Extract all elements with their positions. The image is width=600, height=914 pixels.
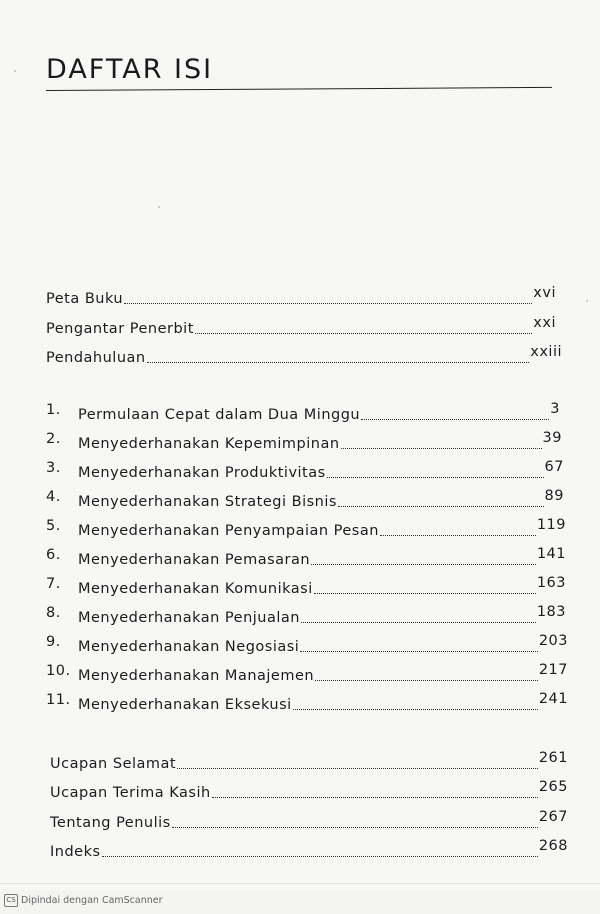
dot-leader xyxy=(212,797,538,798)
toc-page-number: 183 xyxy=(536,604,566,620)
toc-page-number: 3 xyxy=(550,401,560,417)
toc-label: Menyederhanakan Kepemimpinan xyxy=(78,436,340,452)
toc-label: Permulaan Cepat dalam Dua Minggu xyxy=(78,407,361,423)
toc-label: Pendahuluan xyxy=(46,350,146,366)
toc-row-front-1 xyxy=(0,284,600,308)
toc-page-number: 261 xyxy=(538,750,568,766)
toc-page-number: 217 xyxy=(538,662,568,678)
toc-row-back-4 xyxy=(0,837,600,861)
toc-row-chapter-6 xyxy=(0,545,600,569)
dot-leader xyxy=(177,768,538,769)
camscanner-logo-icon: CS xyxy=(4,894,18,907)
toc-label: Menyederhanakan Manajemen xyxy=(78,668,315,684)
chapter-number: 1. xyxy=(46,402,61,418)
dot-leader xyxy=(338,506,544,507)
toc-row-chapter-4 xyxy=(0,487,600,511)
dot-leader xyxy=(147,362,530,363)
toc-label: Menyederhanakan Produktivitas xyxy=(78,465,326,481)
scanner-watermark xyxy=(4,894,163,907)
toc-page-number: xxi xyxy=(533,315,556,331)
toc-label: Pengantar Penerbit xyxy=(46,321,194,337)
dot-leader xyxy=(380,535,536,536)
toc-row-chapter-7 xyxy=(0,574,600,598)
dot-leader xyxy=(311,564,536,565)
toc-page-number: 163 xyxy=(536,575,566,591)
chapter-number: 11. xyxy=(46,692,71,708)
toc-label: Menyederhanakan Negosiasi xyxy=(78,639,300,655)
chapter-number: 10. xyxy=(46,663,71,679)
toc-row-chapter-2 xyxy=(0,429,600,453)
dot-leader xyxy=(341,448,542,449)
chapter-number: 4. xyxy=(46,489,61,505)
toc-label: Indeks xyxy=(50,844,101,860)
toc-page-number: 203 xyxy=(538,633,568,649)
dot-leader xyxy=(327,477,544,478)
toc-label: Menyederhanakan Eksekusi xyxy=(78,697,292,713)
toc-page-number: 39 xyxy=(542,430,562,446)
toc-page-number: xvi xyxy=(533,285,556,301)
dot-leader xyxy=(124,303,532,304)
toc-label: Menyederhanakan Pemasaran xyxy=(78,552,311,568)
scan-speck xyxy=(158,206,160,208)
dot-leader xyxy=(172,827,538,828)
chapter-number: 5. xyxy=(46,518,61,534)
chapter-number: 3. xyxy=(46,460,61,476)
toc-page-number: 119 xyxy=(536,517,566,533)
toc-label: Ucapan Terima Kasih xyxy=(50,785,211,801)
chapter-number: 2. xyxy=(46,431,61,447)
dot-leader xyxy=(301,622,536,623)
toc-row-front-3 xyxy=(0,343,600,367)
toc-page-number: xxiii xyxy=(530,344,562,360)
toc-row-chapter-3 xyxy=(0,458,600,482)
dot-leader xyxy=(314,593,536,594)
title-underline xyxy=(46,87,552,91)
toc-page-number: 265 xyxy=(538,779,568,795)
toc-page-number: 67 xyxy=(544,459,564,475)
toc-page-number: 89 xyxy=(544,488,564,504)
toc-row-front-2 xyxy=(0,314,600,338)
toc-row-chapter-9 xyxy=(0,632,600,656)
toc-label: Menyederhanakan Penjualan xyxy=(78,610,300,626)
watermark-text: Dipindai dengan CamScanner xyxy=(21,895,163,906)
toc-page-number: 241 xyxy=(538,691,568,707)
page-title: DAFTAR ISI xyxy=(46,54,214,85)
dot-leader xyxy=(300,651,537,652)
toc-label: Ucapan Selamat xyxy=(50,756,177,772)
dot-leader xyxy=(361,419,549,420)
toc-row-back-3 xyxy=(0,808,600,832)
dot-leader xyxy=(315,680,538,681)
toc-label: Menyederhanakan Komunikasi xyxy=(78,581,313,597)
toc-label: Menyederhanakan Penyampaian Pesan xyxy=(78,523,379,539)
toc-row-chapter-11 xyxy=(0,690,600,714)
toc-row-back-1 xyxy=(0,749,600,773)
toc-row-chapter-1 xyxy=(0,400,600,424)
toc-label: Tentang Penulis xyxy=(50,815,171,831)
toc-page-number: 268 xyxy=(538,838,568,854)
toc-label: Menyederhanakan Strategi Bisnis xyxy=(78,494,337,510)
toc-row-chapter-5 xyxy=(0,516,600,540)
toc-row-chapter-8 xyxy=(0,603,600,627)
toc-page-number: 267 xyxy=(538,809,568,825)
toc-label: Peta Buku xyxy=(46,291,124,307)
chapter-number: 9. xyxy=(46,634,61,650)
scan-page-edge xyxy=(0,883,600,884)
toc-page-number: 141 xyxy=(536,546,566,562)
toc-row-chapter-10 xyxy=(0,661,600,685)
toc-row-back-2 xyxy=(0,778,600,802)
dot-leader xyxy=(195,333,532,334)
chapter-number: 7. xyxy=(46,576,61,592)
scan-speck xyxy=(14,70,16,72)
dot-leader xyxy=(102,856,538,857)
chapter-number: 8. xyxy=(46,605,61,621)
dot-leader xyxy=(293,709,538,710)
chapter-number: 6. xyxy=(46,547,61,563)
